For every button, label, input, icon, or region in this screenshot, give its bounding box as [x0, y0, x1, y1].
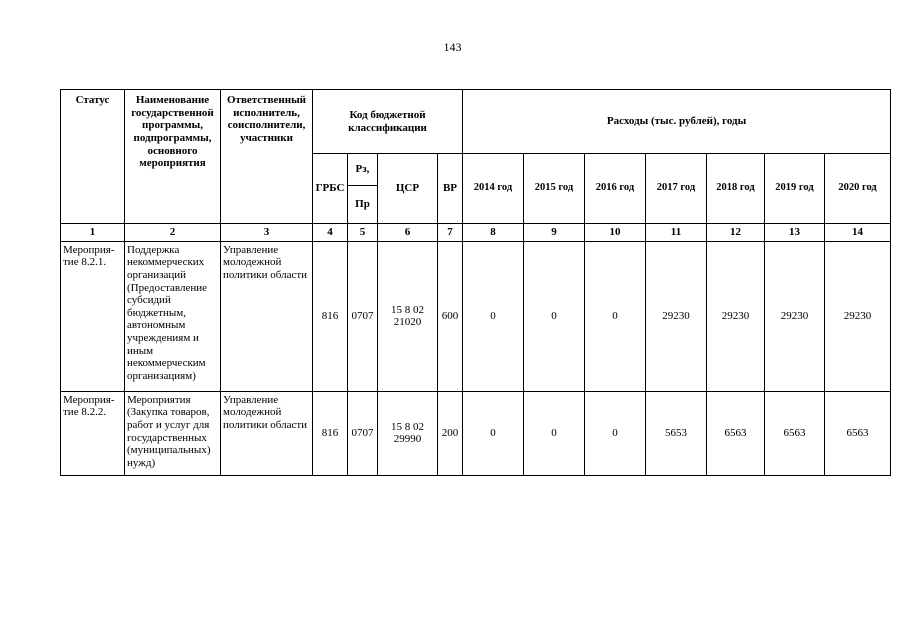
row-value-2017: 5653: [646, 391, 707, 475]
column-number: 4: [313, 224, 348, 242]
column-number: 3: [221, 224, 313, 242]
row-value-2018: 29230: [707, 241, 765, 391]
row-value-2016: 0: [585, 241, 646, 391]
row-value-2020: 6563: [825, 391, 891, 475]
row-value-2014: 0: [463, 391, 524, 475]
header-year-2014: 2014 год: [463, 154, 524, 224]
column-number: 11: [646, 224, 707, 242]
header-year-2017: 2017 год: [646, 154, 707, 224]
column-number: 12: [707, 224, 765, 242]
header-year-2018: 2018 год: [707, 154, 765, 224]
row-responsible: Управление молодежной политики области: [221, 391, 313, 475]
row-value-2016: 0: [585, 391, 646, 475]
row-name: Мероприятия (Закупка товаров, работ и услуг для государственных (муниципальных) нужд): [125, 391, 221, 475]
header-csr: ЦСР: [378, 154, 438, 224]
header-year-2020: 2020 год: [825, 154, 891, 224]
column-number: 13: [765, 224, 825, 242]
row-name: Поддержка некоммерческих организаций (Предоставление субсидий бюджетным, автономным учреждениям и иным некоммерческим организациям): [125, 241, 221, 391]
header-name: Наименование государственной программы, подпрограммы, основного мероприятия: [125, 90, 221, 224]
header-year-2015: 2015 год: [524, 154, 585, 224]
header-rz: Рз,: [348, 154, 378, 186]
header-responsible: Ответственный исполнитель, соисполнители, участники: [221, 90, 313, 224]
header-budget-code: Код бюджетной классификации: [313, 90, 463, 154]
row-csr: 15 8 02 29990: [378, 391, 438, 475]
row-value-2020: 29230: [825, 241, 891, 391]
row-responsible: Управление молодежной политики области: [221, 241, 313, 391]
column-number: 7: [438, 224, 463, 242]
column-number: 5: [348, 224, 378, 242]
column-number: 10: [585, 224, 646, 242]
header-expenses: Расходы (тыс. рублей), годы: [463, 90, 891, 154]
row-status: Мероприя-тие 8.2.1.: [61, 241, 125, 391]
header-status: Статус: [61, 90, 125, 224]
column-number: 9: [524, 224, 585, 242]
row-value-2019: 29230: [765, 241, 825, 391]
row-grbs: 816: [313, 391, 348, 475]
header-vr: ВР: [438, 154, 463, 224]
row-csr: 15 8 02 21020: [378, 241, 438, 391]
column-number: 14: [825, 224, 891, 242]
table-row: [61, 391, 891, 475]
row-vr: 600: [438, 241, 463, 391]
row-value-2015: 0: [524, 391, 585, 475]
row-value-2018: 6563: [707, 391, 765, 475]
row-value-2014: 0: [463, 241, 524, 391]
column-number: 2: [125, 224, 221, 242]
table-row: [61, 241, 891, 391]
column-number: 6: [378, 224, 438, 242]
header-pr: Пр: [348, 186, 378, 224]
row-value-2015: 0: [524, 241, 585, 391]
row-vr: 200: [438, 391, 463, 475]
row-status: Мероприя-тие 8.2.2.: [61, 391, 125, 475]
column-number: 8: [463, 224, 524, 242]
row-grbs: 816: [313, 241, 348, 391]
column-number: 1: [61, 224, 125, 242]
header-year-2016: 2016 год: [585, 154, 646, 224]
page-number: 143: [443, 40, 462, 54]
row-value-2019: 6563: [765, 391, 825, 475]
row-rzpr: 0707: [348, 391, 378, 475]
header-grbs: ГРБС: [313, 154, 348, 224]
header-year-2019: 2019 год: [765, 154, 825, 224]
budget-table: [60, 89, 891, 476]
row-value-2017: 29230: [646, 241, 707, 391]
row-rzpr: 0707: [348, 241, 378, 391]
